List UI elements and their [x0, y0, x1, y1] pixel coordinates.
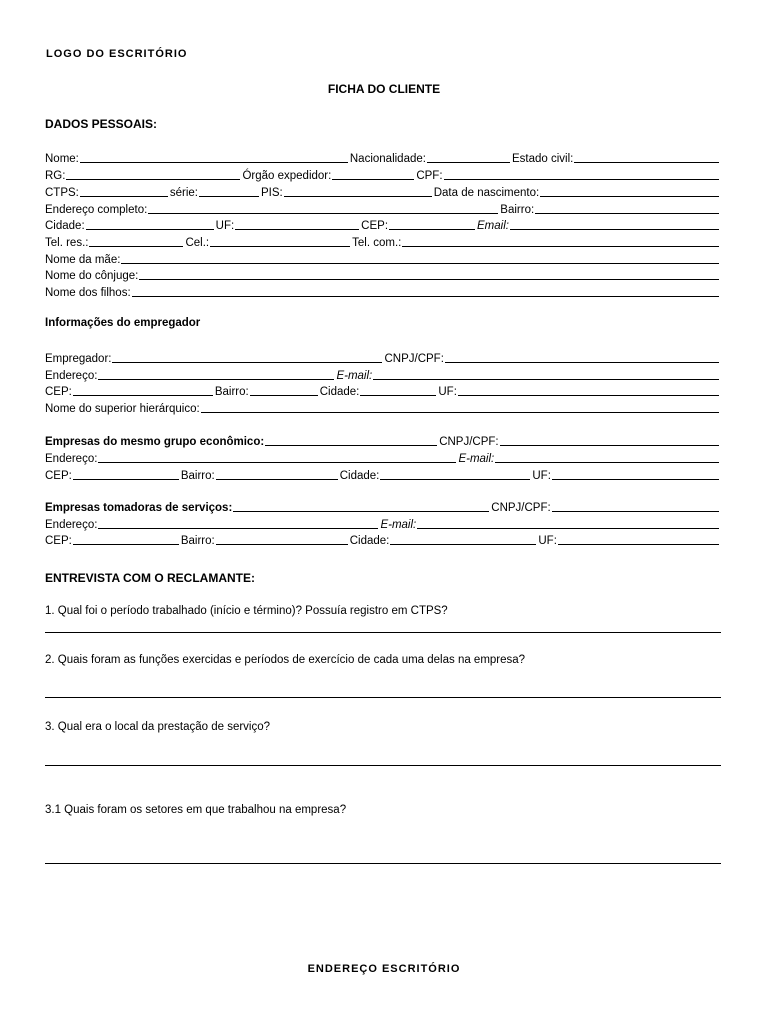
row-rg: [45, 167, 721, 182]
label-data-nascimento: Data de nascimento:: [433, 187, 540, 199]
field-ctps[interactable]: [80, 196, 168, 197]
label-grupo-bairro: Bairro:: [180, 470, 215, 482]
field-empregador[interactable]: [112, 362, 382, 363]
field-nome-filhos[interactable]: [132, 296, 719, 297]
label-cel: Cel.:: [185, 237, 210, 249]
label-tomadoras-email: E-mail:: [380, 519, 417, 531]
field-empregador-email[interactable]: [373, 379, 719, 380]
field-tomadoras-cidade[interactable]: [390, 544, 536, 545]
label-pis: PIS:: [261, 187, 283, 199]
question-2: 2. Quais foram as funções exercidas e períodos de exercício de cada uma delas na empresa?: [45, 654, 526, 666]
row-grupo-economico: [45, 433, 721, 448]
label-tomadoras-cidade: Cidade:: [349, 535, 390, 547]
field-empregador-cnpj[interactable]: [445, 362, 719, 363]
field-tomadoras[interactable]: [233, 511, 489, 512]
field-nome-conjuge[interactable]: [139, 279, 719, 280]
field-empregador-cep[interactable]: [73, 395, 213, 396]
field-tomadoras-uf[interactable]: [558, 544, 719, 545]
field-empregador-uf[interactable]: [458, 395, 719, 396]
label-nome: Nome:: [45, 153, 79, 165]
field-grupo-cidade[interactable]: [380, 479, 530, 480]
row-tomadoras-endereco: [45, 516, 721, 531]
field-tomadoras-endereco[interactable]: [98, 528, 378, 529]
field-data-nascimento[interactable]: [540, 196, 719, 197]
label-estado-civil: Estado civil:: [511, 153, 574, 165]
label-endereco-completo: Endereço completo:: [45, 204, 148, 216]
row-nome-conjuge: [45, 267, 721, 282]
label-serie: série:: [169, 187, 198, 199]
row-cidade: [45, 217, 721, 232]
label-empregador-email: E-mail:: [336, 370, 373, 382]
row-grupo-endereco: [45, 450, 721, 465]
field-grupo-cnpj[interactable]: [500, 445, 719, 446]
row-grupo-cep: [45, 467, 721, 482]
label-uf: UF:: [215, 220, 235, 232]
label-grupo-cnpj: CNPJ/CPF:: [439, 436, 499, 448]
field-bairro[interactable]: [535, 213, 719, 214]
section-heading-entrevista: ENTREVISTA COM O RECLAMANTE:: [45, 571, 255, 585]
field-nacionalidade[interactable]: [427, 162, 510, 163]
answer-line-2[interactable]: [45, 697, 721, 698]
field-grupo-email[interactable]: [495, 462, 719, 463]
label-tel-res: Tel. res.:: [45, 237, 89, 249]
field-tomadoras-email[interactable]: [417, 528, 719, 529]
label-nome-conjuge: Nome do cônjuge:: [45, 270, 139, 282]
section-heading-empregador: Informações do empregador: [45, 317, 201, 329]
label-grupo-cep: CEP:: [45, 470, 72, 482]
office-address-placeholder: ENDEREÇO ESCRITÓRIO: [307, 963, 461, 975]
field-serie[interactable]: [199, 196, 259, 197]
field-rg[interactable]: [66, 179, 240, 180]
row-empregador-cep: [45, 383, 721, 398]
label-nacionalidade: Nacionalidade:: [349, 153, 426, 165]
label-nome-filhos: Nome dos filhos:: [45, 287, 131, 299]
field-empregador-bairro[interactable]: [250, 395, 318, 396]
label-cep: CEP:: [361, 220, 389, 232]
label-empregador-cnpj: CNPJ/CPF:: [384, 353, 444, 365]
label-empregador-uf: UF:: [438, 386, 457, 398]
row-telefones: [45, 234, 721, 249]
field-uf[interactable]: [235, 229, 359, 230]
field-empregador-endereco[interactable]: [98, 379, 334, 380]
label-tomadoras-cep: CEP:: [45, 535, 72, 547]
row-tomadoras-cep: [45, 532, 721, 547]
label-tomadoras-cnpj: CNPJ/CPF:: [491, 502, 551, 514]
row-nome-filhos: [45, 284, 721, 299]
question-1: 1. Qual foi o período trabalhado (início e término)? Possuía registro em CTPS?: [45, 605, 448, 617]
field-grupo-bairro[interactable]: [216, 479, 338, 480]
label-grupo-economico: Empresas do mesmo grupo econômico:: [45, 436, 265, 448]
label-cidade: Cidade:: [45, 220, 85, 232]
row-tomadoras: [45, 499, 721, 514]
answer-line-1[interactable]: [45, 632, 721, 633]
field-tomadoras-cep[interactable]: [73, 544, 179, 545]
field-email[interactable]: [510, 229, 719, 230]
field-estado-civil[interactable]: [574, 162, 719, 163]
field-cidade[interactable]: [86, 229, 214, 230]
section-heading-dados-pessoais: DADOS PESSOAIS:: [45, 117, 158, 131]
field-nome-mae[interactable]: [121, 263, 719, 264]
label-cpf: CPF:: [416, 170, 443, 182]
field-superior-hierarquico[interactable]: [201, 412, 719, 413]
label-tomadoras-bairro: Bairro:: [180, 535, 215, 547]
field-cep[interactable]: [389, 229, 475, 230]
label-tel-com: Tel. com.:: [352, 237, 402, 249]
field-grupo-endereco[interactable]: [98, 462, 456, 463]
label-tomadoras-uf: UF:: [538, 535, 557, 547]
row-nome-mae: [45, 251, 721, 266]
label-grupo-email: E-mail:: [458, 453, 495, 465]
label-empregador-cidade: Cidade:: [319, 386, 360, 398]
field-empregador-cidade[interactable]: [360, 395, 436, 396]
label-grupo-uf: UF:: [532, 470, 551, 482]
question-3-1: 3.1 Quais foram os setores em que trabalhou na empresa?: [45, 804, 347, 816]
label-tomadoras: Empresas tomadoras de serviços:: [45, 502, 233, 514]
label-empregador-bairro: Bairro:: [214, 386, 249, 398]
field-tel-res[interactable]: [89, 246, 183, 247]
label-rg: RG:: [45, 170, 66, 182]
label-grupo-cidade: Cidade:: [339, 470, 380, 482]
label-grupo-endereco: Endereço:: [45, 453, 98, 465]
row-empregador-endereco: [45, 367, 721, 382]
field-cpf[interactable]: [444, 179, 719, 180]
row-nome: [45, 150, 721, 165]
answer-line-3-1[interactable]: [45, 863, 721, 864]
field-grupo-cep[interactable]: [73, 479, 179, 480]
field-grupo-uf[interactable]: [552, 479, 719, 480]
question-3: 3. Qual era o local da prestação de serviço?: [45, 721, 271, 733]
office-logo-placeholder: LOGO DO ESCRITÓRIO: [46, 48, 188, 60]
field-orgao-expedidor[interactable]: [332, 179, 414, 180]
row-endereco: [45, 201, 721, 216]
answer-line-3[interactable]: [45, 765, 721, 766]
row-ctps: [45, 184, 721, 199]
label-tomadoras-endereco: Endereço:: [45, 519, 98, 531]
label-bairro: Bairro:: [500, 204, 535, 216]
page-title: FICHA DO CLIENTE: [327, 82, 441, 96]
field-endereco-completo[interactable]: [148, 213, 498, 214]
field-cel[interactable]: [210, 246, 350, 247]
field-tomadoras-bairro[interactable]: [216, 544, 348, 545]
field-tel-com[interactable]: [402, 246, 719, 247]
label-superior-hierarquico: Nome do superior hierárquico:: [45, 403, 200, 415]
label-email: Email:: [477, 220, 509, 232]
label-orgao-expedidor: Órgão expedidor:: [242, 170, 332, 182]
field-grupo-economico[interactable]: [265, 445, 437, 446]
label-ctps: CTPS:: [45, 187, 79, 199]
label-empregador: Empregador:: [45, 353, 112, 365]
label-empregador-cep: CEP:: [45, 386, 72, 398]
row-empregador: [45, 350, 721, 365]
label-empregador-endereco: Endereço:: [45, 370, 98, 382]
row-superior: [45, 400, 721, 415]
field-nome[interactable]: [80, 162, 348, 163]
field-tomadoras-cnpj[interactable]: [552, 511, 719, 512]
field-pis[interactable]: [284, 196, 432, 197]
label-nome-mae: Nome da mãe:: [45, 254, 121, 266]
